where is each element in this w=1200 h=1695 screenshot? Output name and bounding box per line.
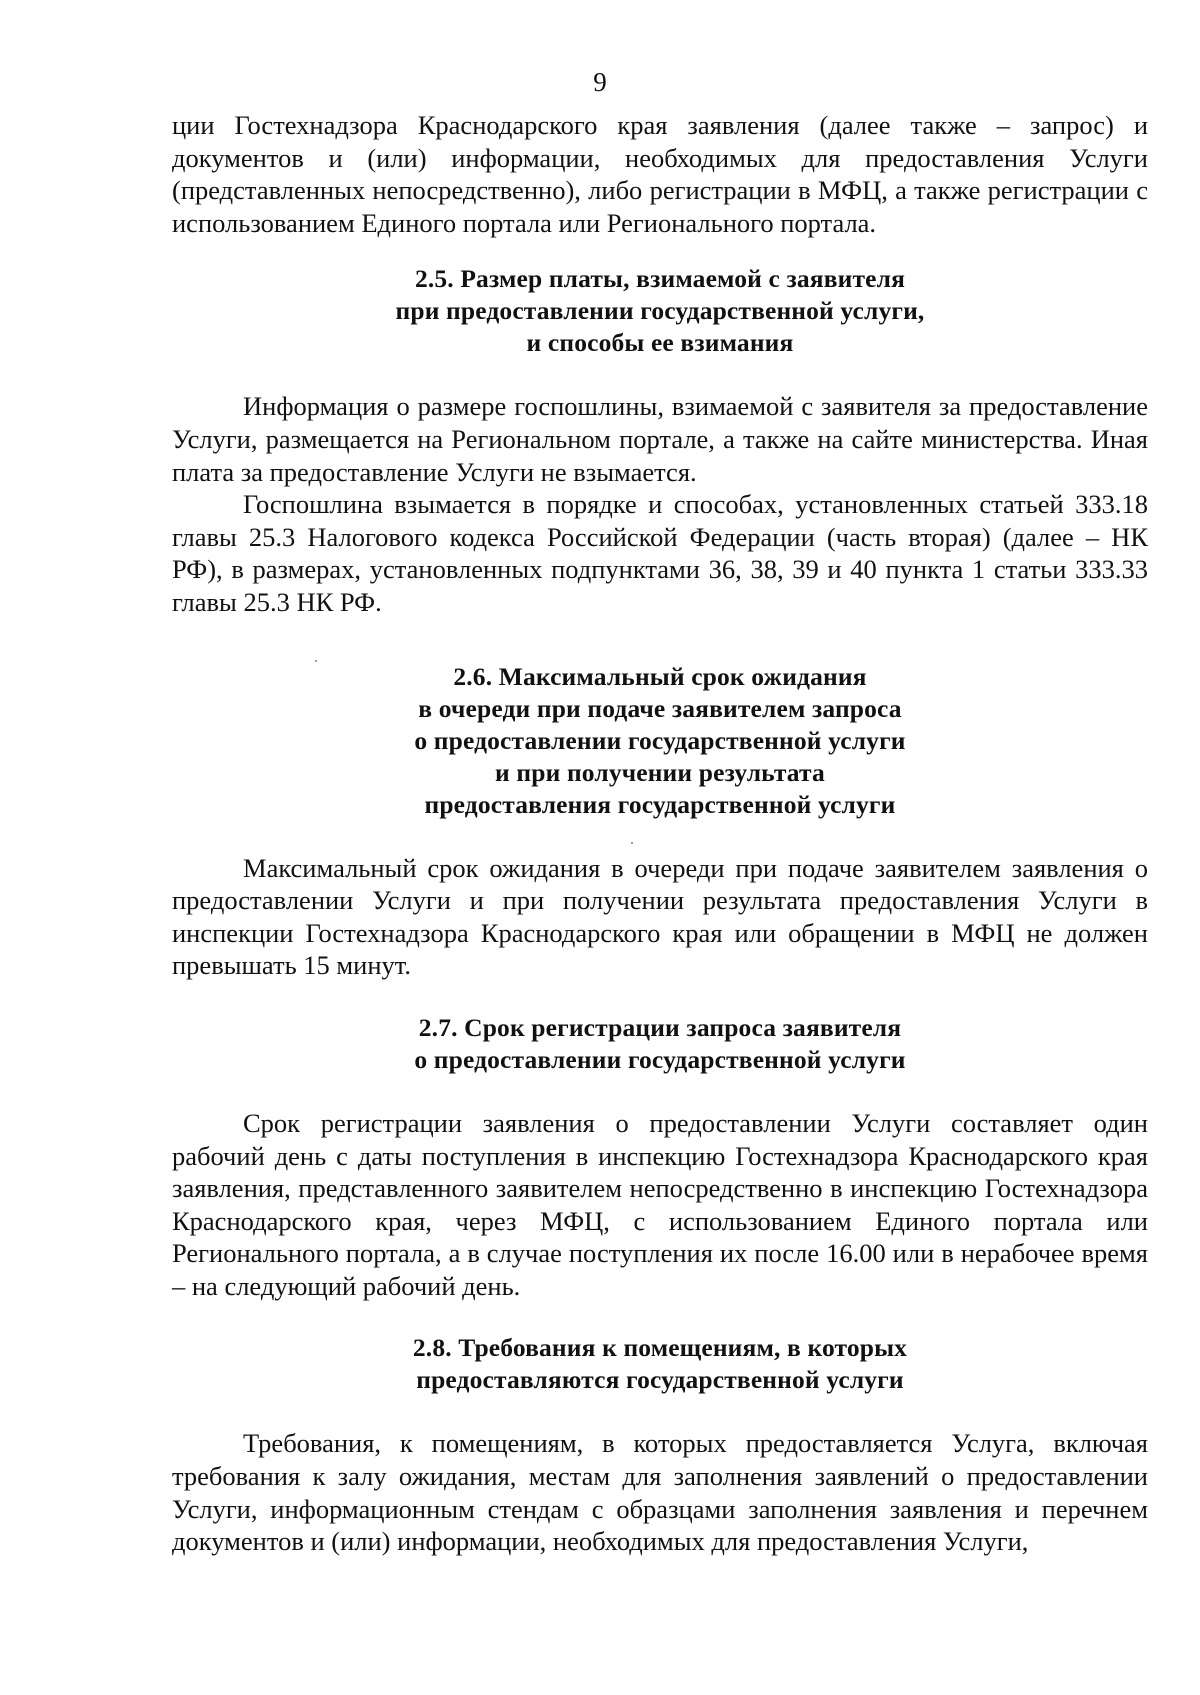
heading-line: 2.5. Размер платы, взимаемой с заявителя xyxy=(414,264,906,294)
heading-line: 2.7. Срок регистрации запроса заявителя xyxy=(418,1012,902,1042)
heading-line: 2.6. Максимальный срок ожидания xyxy=(453,661,867,691)
heading-line: о предоставлении государственной услуги xyxy=(414,1044,906,1074)
scan-speck xyxy=(631,842,633,844)
section-2-5-paragraph-1: Информация о размере госпошлины, взимаемой с заявителя за предоставление Услуги, размещается на Региональном портале, а также на сайте министерства. Иная плата за предоставление Услуги не взымается. xyxy=(172,391,1148,487)
heading-line: при предоставлении государственной услуги, xyxy=(395,296,925,326)
section-heading-2-8 xyxy=(172,1332,1148,1396)
heading-line: и способы ее взимания xyxy=(526,328,794,358)
heading-line: о предоставлении государственной услуги xyxy=(414,725,906,755)
heading-line: в очереди при подаче заявителем запроса xyxy=(418,693,902,723)
heading-line: предоставляются государственной услуги xyxy=(416,1365,904,1395)
intro-paragraph: ции Гостехнадзора Краснодарского края заявления (далее также – запрос) и документов и (или) информации, необходимых для предоставления Услуги (представленных непосредственно), либо регистрации в МФЦ, а также регистрации с использованием Единого портала или Регионального портала. xyxy=(172,110,1148,238)
section-heading-2-6 xyxy=(172,661,1148,821)
section-2-7-paragraph-1: Срок регистрации заявления о предоставлении Услуги составляет один рабочий день с даты поступления в инспекцию Гостехнадзора Краснодарского края заявления, представленного заявителем непосредственно в инспекцию Гостехнадзора Краснодарского края, через МФЦ, с использованием Единого портала или Регионального портала, а в случае поступления их после 16.00 или в нерабочее время – на следующий рабочий день. xyxy=(172,1107,1148,1301)
section-heading-2-7 xyxy=(172,1012,1148,1076)
section-heading-2-5 xyxy=(172,263,1148,359)
heading-line: и при получении результата xyxy=(495,757,825,787)
section-2-6-paragraph-1: Максимальный срок ожидания в очереди при подаче заявителем заявления о предоставлении Услуги и при получении результата предоставления Услуги в инспекции Гостехнадзора Краснодарского края или обращении в МФЦ не должен превышать 15 минут. xyxy=(172,852,1148,981)
page-number: 9 xyxy=(593,67,607,97)
heading-line: предоставления государственной услуги xyxy=(424,789,896,819)
heading-line: 2.8. Требования к помещениям, в которых xyxy=(412,1333,908,1363)
section-2-8-paragraph-1: Требования, к помещениям, в которых предоставляется Услуга, включая требования к залу ожидания, местам для заполнения заявлений о предоставлении Услуги, информационным стендам с образцами заполнения заявления и перечнем документов и (или) информации, необходимых для предоставления Услуги, xyxy=(172,1428,1148,1557)
section-2-5-paragraph-2: Госпошлина взымается в порядке и способах, установленных статьей 333.18 главы 25.3 Налогового кодекса Российской Федерации (часть вторая) (далее – НК РФ), в размерах, установленных подпунктами 36, 38, 39 и 40 пункта 1 статьи 333.33 главы 25.3 НК РФ. xyxy=(172,489,1148,617)
document-body xyxy=(172,109,1148,1558)
scan-speck xyxy=(315,660,317,662)
